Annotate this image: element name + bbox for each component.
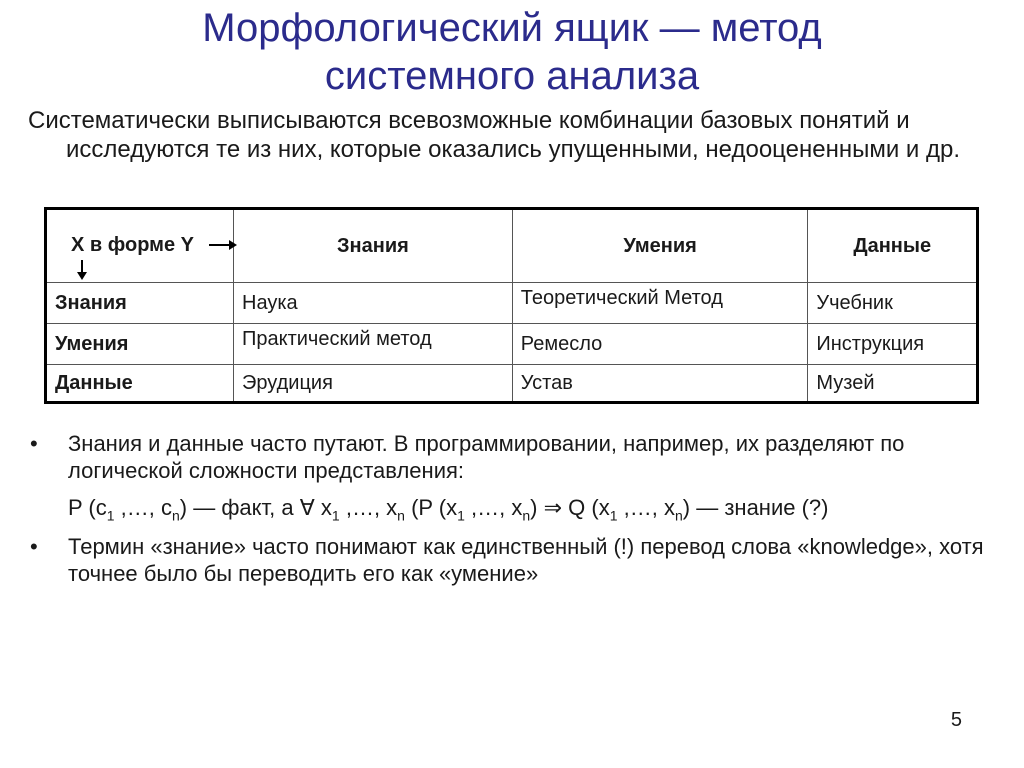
formula-sub: 1: [609, 507, 618, 524]
row-header: Знания: [46, 283, 234, 324]
table-corner-cell: [46, 209, 234, 283]
table-row: [46, 365, 978, 403]
bullet-item: [30, 533, 990, 587]
formula-part: x: [314, 495, 332, 520]
formula-part: (P (x: [404, 495, 458, 520]
formula-sub: n: [171, 507, 180, 524]
row-header: Данные: [46, 365, 234, 403]
table-cell: Учебник: [808, 283, 978, 324]
table-cell: Эрудиция: [234, 365, 513, 403]
formula-part: ) — знание (?): [682, 495, 829, 520]
table-cell: Практический метод: [234, 324, 513, 365]
column-header: Знания: [234, 209, 513, 283]
formula: [30, 494, 990, 529]
formula-sub: 1: [457, 507, 465, 524]
table-cell: Музей: [808, 365, 978, 403]
column-header: Умения: [512, 209, 808, 283]
implies-symbol: ⇒: [537, 495, 569, 520]
formula-part: ) — факт, а: [179, 495, 300, 520]
bullet-list: [30, 430, 990, 587]
slide-title: [0, 4, 1024, 100]
bullet-marker: •: [30, 431, 38, 456]
formula-sub: n: [522, 507, 531, 524]
table-cell: Наука: [234, 283, 513, 324]
morphological-table: [44, 207, 979, 404]
table-row: [46, 324, 978, 365]
formula-part: ,…, c: [114, 495, 172, 520]
formula-sub: 1: [331, 507, 340, 524]
row-header: Умения: [46, 324, 234, 365]
bullet-marker: •: [30, 534, 38, 560]
table-cell: Устав: [512, 365, 808, 403]
page-number: 5: [950, 709, 962, 731]
table-cell: Теоретический Метод: [512, 283, 808, 324]
title-line-1: Морфологический ящик — метод: [202, 6, 822, 50]
intro-paragraph: Систематически выписываются всевозможные комбинации базовых понятий и исследуются те из них, которые оказались упущенными, недооцененными и др.: [28, 107, 961, 163]
formula-sub: 1: [106, 507, 115, 524]
table-row: [46, 283, 978, 324]
formula-part: ): [530, 495, 538, 520]
arrow-down-icon: [81, 260, 83, 274]
formula-part: P (c: [68, 495, 107, 520]
formula-part: ,…, x: [339, 495, 398, 520]
formula-part: ,…, x: [464, 495, 523, 520]
intro-text: [28, 106, 988, 164]
formula-part: Q (x: [568, 495, 610, 520]
bullet-text: Знания и данные часто путают. В программировании, например, их разделяют по логической сложности представления:: [68, 431, 905, 483]
column-header: Данные: [808, 209, 978, 283]
table-header-row: [46, 209, 978, 283]
formula-part: ,…, x: [617, 495, 675, 520]
table-cell: Инструкция: [808, 324, 978, 365]
arrow-right-icon: [209, 244, 231, 246]
bullet-text: Термин «знание» часто понимают как единственный (!) перевод слова «knowledge», хотя точнее было бы переводить его как «умение»: [68, 534, 984, 587]
table-cell: Ремесло: [512, 324, 808, 365]
formula-sub: n: [397, 507, 405, 524]
corner-label: X в форме Y: [71, 234, 194, 256]
forall-symbol: ∀: [299, 495, 315, 520]
formula-sub: n: [674, 507, 683, 524]
bullet-item: [30, 430, 990, 484]
title-line-2: системного анализа: [324, 54, 700, 98]
